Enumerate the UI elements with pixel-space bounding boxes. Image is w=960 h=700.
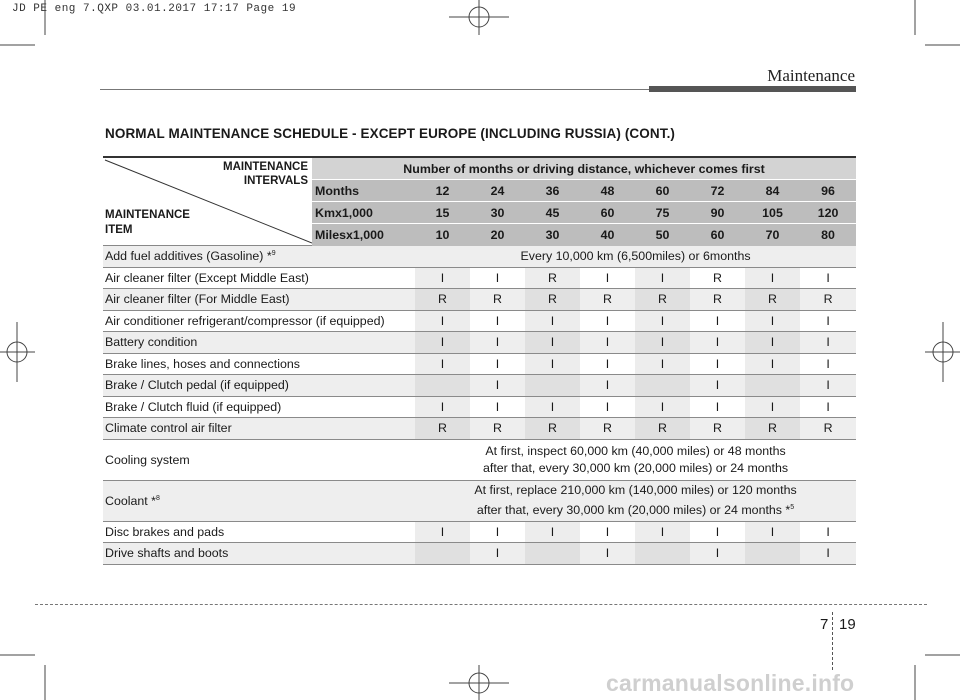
- interval-cell: I: [525, 396, 580, 418]
- interval-cell: I: [635, 267, 690, 289]
- interval-cell: I: [580, 267, 635, 289]
- interval-cell: R: [415, 289, 470, 311]
- header-value: 48: [580, 180, 635, 202]
- table-row: [103, 246, 856, 268]
- table-row: [103, 267, 856, 289]
- header-title: Number of months or driving distance, whichever comes first: [312, 157, 856, 180]
- interval-cell: I: [525, 521, 580, 543]
- header-rule: [100, 89, 649, 90]
- table-row: [103, 353, 856, 375]
- item-name: Cooling system: [103, 439, 415, 480]
- interval-cell: I: [415, 310, 470, 332]
- table-corner-header: [103, 157, 312, 246]
- header-value: 60: [580, 202, 635, 224]
- table-row: [103, 396, 856, 418]
- interval-cell: R: [470, 418, 525, 440]
- interval-cell: [745, 375, 800, 397]
- item-name: Disc brakes and pads: [103, 521, 415, 543]
- interval-cell: R: [580, 289, 635, 311]
- header-value: 36: [525, 180, 580, 202]
- interval-cell: R: [470, 289, 525, 311]
- interval-cell: I: [745, 521, 800, 543]
- header-value: 45: [525, 202, 580, 224]
- interval-cell: I: [470, 375, 525, 397]
- interval-cell: I: [800, 310, 856, 332]
- interval-cell: R: [690, 267, 745, 289]
- interval-cell: I: [745, 396, 800, 418]
- page-heading: NORMAL MAINTENANCE SCHEDULE - EXCEPT EUROPE (INCLUDING RUSSIA) (CONT.): [105, 126, 676, 141]
- interval-cell: I: [635, 332, 690, 354]
- interval-cell: I: [745, 332, 800, 354]
- interval-cell: I: [470, 396, 525, 418]
- header-value: 96: [800, 180, 856, 202]
- header-value: 105: [745, 202, 800, 224]
- interval-cell: R: [635, 418, 690, 440]
- interval-cell: R: [525, 289, 580, 311]
- interval-cell: I: [470, 310, 525, 332]
- interval-cell: [635, 375, 690, 397]
- footnote-ref: 9: [271, 250, 276, 258]
- header-value: 84: [745, 180, 800, 202]
- interval-cell: R: [580, 418, 635, 440]
- item-name: Climate control air filter: [103, 418, 415, 440]
- item-name: Battery condition: [103, 332, 415, 354]
- interval-cell: I: [470, 267, 525, 289]
- interval-cell: I: [470, 353, 525, 375]
- interval-cell: R: [745, 418, 800, 440]
- interval-cell: I: [635, 310, 690, 332]
- interval-cell: R: [800, 289, 856, 311]
- item-name: Air cleaner filter (Except Middle East): [103, 267, 415, 289]
- interval-span: At first, replace 210,000 km (140,000 miles) or 120 months after that, every 30,000 km (20,000 miles) or 24 months *$^5$: [415, 480, 856, 521]
- interval-cell: I: [525, 332, 580, 354]
- item-name: Brake / Clutch pedal (if equipped): [103, 375, 415, 397]
- interval-cell: R: [525, 267, 580, 289]
- interval-cell: I: [690, 332, 745, 354]
- header-value: 80: [800, 224, 856, 246]
- interval-cell: [745, 543, 800, 565]
- interval-cell: I: [745, 267, 800, 289]
- header-value: 40: [580, 224, 635, 246]
- interval-cell: R: [525, 418, 580, 440]
- print-slug: JD PE eng 7.QXP 03.01.2017 17:17 Page 19: [12, 3, 297, 15]
- interval-cell: I: [635, 396, 690, 418]
- item-name: Brake lines, hoses and connections: [103, 353, 415, 375]
- interval-cell: I: [580, 375, 635, 397]
- interval-cell: [525, 375, 580, 397]
- footnote-ref: 5: [790, 503, 795, 511]
- interval-cell: I: [690, 310, 745, 332]
- interval-cell: I: [635, 353, 690, 375]
- interval-cell: I: [800, 353, 856, 375]
- item-name: Coolant *$^8$: [103, 480, 415, 521]
- header-value: 30: [470, 202, 525, 224]
- interval-cell: I: [690, 353, 745, 375]
- item-name: Brake / Clutch fluid (if equipped): [103, 396, 415, 418]
- interval-cell: I: [525, 353, 580, 375]
- interval-cell: [525, 543, 580, 565]
- interval-cell: I: [470, 332, 525, 354]
- interval-cell: I: [580, 521, 635, 543]
- interval-cell: R: [800, 418, 856, 440]
- table-row: [103, 418, 856, 440]
- header-value: 72: [690, 180, 745, 202]
- header-value: 75: [635, 202, 690, 224]
- interval-cell: I: [800, 521, 856, 543]
- interval-cell: I: [580, 543, 635, 565]
- interval-cell: I: [580, 353, 635, 375]
- interval-cell: I: [415, 521, 470, 543]
- header-value: 60: [690, 224, 745, 246]
- interval-cell: I: [415, 332, 470, 354]
- table-row: [103, 521, 856, 543]
- section-title: Maintenance: [767, 66, 855, 85]
- table-row: [103, 310, 856, 332]
- interval-cell: I: [580, 332, 635, 354]
- interval-cell: R: [690, 418, 745, 440]
- section-bar: [649, 86, 856, 92]
- interval-cell: I: [800, 375, 856, 397]
- footer-dashed-line: [35, 604, 927, 605]
- interval-cell: I: [800, 543, 856, 565]
- header-value: 50: [635, 224, 690, 246]
- interval-cell: I: [690, 543, 745, 565]
- interval-cell: R: [690, 289, 745, 311]
- maintenance-schedule-table: [103, 156, 856, 565]
- interval-cell: I: [745, 310, 800, 332]
- footnote-ref: 8: [155, 494, 160, 502]
- interval-span: Every 10,000 km (6,500miles) or 6months: [415, 246, 856, 268]
- interval-cell: I: [415, 353, 470, 375]
- corner-item-label: MAINTENANCE ITEM: [105, 209, 190, 236]
- item-name: Add fuel additives (Gasoline) *$^9$: [103, 246, 415, 268]
- interval-cell: I: [580, 310, 635, 332]
- interval-cell: [415, 543, 470, 565]
- chapter-number: 7: [820, 616, 829, 633]
- header-value: 30: [525, 224, 580, 246]
- header-label: Kmx1,000: [312, 202, 415, 224]
- interval-cell: I: [745, 353, 800, 375]
- item-name: Drive shafts and boots: [103, 543, 415, 565]
- table-row: [103, 480, 856, 521]
- table-row: [103, 375, 856, 397]
- header-label: Milesx1,000: [312, 224, 415, 246]
- item-name: Air conditioner refrigerant/compressor (if equipped): [103, 310, 415, 332]
- corner-intervals-label: MAINTENANCE INTERVALS: [223, 161, 308, 187]
- footer-divider: [832, 612, 834, 670]
- interval-cell: I: [690, 375, 745, 397]
- interval-cell: I: [580, 396, 635, 418]
- interval-cell: I: [690, 396, 745, 418]
- interval-span: At first, inspect 60,000 km (40,000 miles) or 48 months after that, every 30,000 km (20,000 miles) or 24 months: [415, 439, 856, 480]
- interval-cell: I: [415, 267, 470, 289]
- interval-cell: [635, 543, 690, 565]
- header-label: Months: [312, 180, 415, 202]
- interval-cell: I: [470, 521, 525, 543]
- header-value: 12: [415, 180, 470, 202]
- header-value: 90: [690, 202, 745, 224]
- table-row: [103, 439, 856, 480]
- table-row: [103, 332, 856, 354]
- interval-cell: I: [635, 521, 690, 543]
- interval-cell: I: [415, 396, 470, 418]
- header-value: 15: [415, 202, 470, 224]
- table-row: [103, 543, 856, 565]
- header-value: 60: [635, 180, 690, 202]
- interval-cell: [415, 375, 470, 397]
- interval-cell: I: [525, 310, 580, 332]
- interval-cell: R: [745, 289, 800, 311]
- interval-cell: R: [415, 418, 470, 440]
- interval-cell: I: [800, 396, 856, 418]
- header-value: 70: [745, 224, 800, 246]
- header-value: 20: [470, 224, 525, 246]
- header-value: 10: [415, 224, 470, 246]
- page-number: 19: [839, 616, 856, 633]
- item-name: Air cleaner filter (For Middle East): [103, 289, 415, 311]
- interval-cell: I: [800, 332, 856, 354]
- interval-cell: R: [635, 289, 690, 311]
- interval-cell: I: [690, 521, 745, 543]
- interval-cell: I: [800, 267, 856, 289]
- table-row: [103, 289, 856, 311]
- interval-cell: I: [470, 543, 525, 565]
- header-value: 24: [470, 180, 525, 202]
- header-value: 120: [800, 202, 856, 224]
- watermark: carmanualsonline.info: [606, 670, 855, 696]
